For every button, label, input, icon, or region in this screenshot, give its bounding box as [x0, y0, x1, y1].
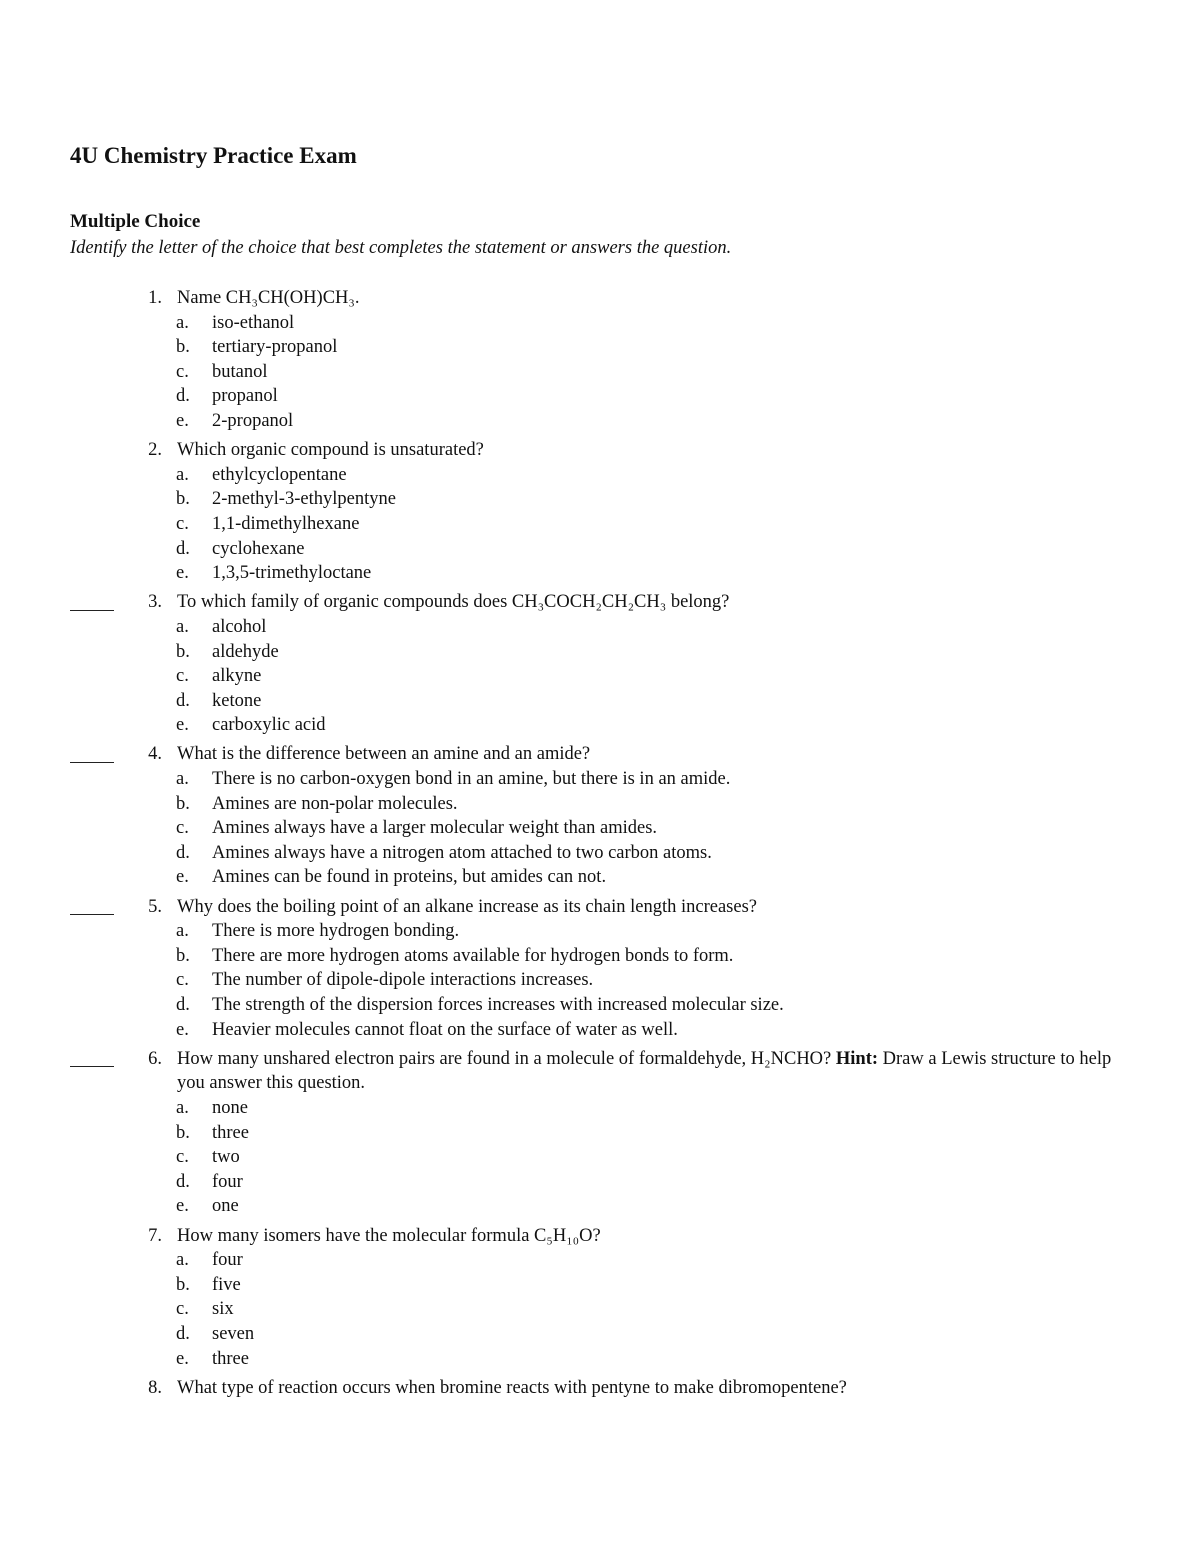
option-letter: a.	[176, 616, 189, 637]
option-text: The number of dipole-dipole interactions increases.	[212, 970, 594, 991]
option-letter: c.	[176, 1299, 189, 1320]
answer-blank[interactable]	[70, 738, 114, 763]
option-letter: d.	[176, 995, 190, 1015]
question-5	[0, 895, 1200, 1043]
option-text: six	[212, 1299, 234, 1320]
hint-label: Hint:	[835, 1048, 879, 1069]
question-stem-line	[0, 1376, 1200, 1401]
option-letter: a.	[176, 1097, 189, 1118]
answer-option	[0, 1347, 1200, 1372]
option-list	[0, 1096, 1200, 1219]
option-text: carboxylic acid	[212, 715, 326, 736]
option-text: There are more hydrogen atoms available for hydrogen bonds to form.	[212, 945, 734, 966]
question-stem: What is the difference between an amine and an amide?	[177, 744, 591, 765]
option-text: four	[212, 1250, 243, 1271]
option-text: five	[212, 1274, 241, 1295]
answer-option	[0, 1297, 1200, 1322]
hint-text: Draw a Lewis structure to help you answer this question.	[177, 1048, 1112, 1094]
question-number: 3.	[148, 592, 162, 613]
question-text	[177, 590, 1127, 615]
answer-option	[0, 311, 1200, 336]
answer-option	[0, 841, 1200, 866]
option-letter: a.	[176, 1250, 189, 1271]
answer-blank[interactable]	[70, 891, 114, 916]
question-number: 4.	[148, 744, 162, 765]
option-letter: b.	[176, 945, 190, 966]
option-text: seven	[212, 1323, 255, 1344]
answer-option	[0, 384, 1200, 409]
question-stem-line	[0, 895, 1200, 920]
answer-blank[interactable]	[70, 1043, 114, 1068]
answer-option	[0, 1096, 1200, 1121]
option-letter: a.	[176, 921, 189, 942]
answer-option	[0, 537, 1200, 562]
answer-option	[0, 335, 1200, 360]
answer-option	[0, 1170, 1200, 1195]
answer-option	[0, 512, 1200, 537]
option-text: four	[212, 1171, 243, 1192]
question-number: 6.	[148, 1048, 162, 1069]
option-text: Amines can be found in proteins, but amides can not.	[212, 867, 607, 888]
question-6	[0, 1047, 1200, 1219]
option-letter: b.	[176, 641, 190, 662]
option-text: 1,1-dimethylhexane	[212, 513, 360, 534]
question-number: 8.	[148, 1377, 162, 1398]
section-heading: Multiple Choice	[70, 211, 201, 232]
option-text: three	[212, 1348, 249, 1369]
option-letter: e.	[176, 410, 189, 431]
question-1	[0, 286, 1200, 434]
option-letter: e.	[176, 867, 189, 888]
answer-option	[0, 664, 1200, 689]
question-stem: Why does the boiling point of an alkane increase as its chain length increases?	[177, 896, 757, 917]
option-letter: d.	[176, 538, 190, 559]
option-text: Amines always have a larger molecular weight than amides.	[212, 818, 658, 839]
option-list	[0, 311, 1200, 434]
question-number: 1.	[148, 288, 162, 308]
option-letter: c.	[176, 1147, 189, 1168]
option-text: ketone	[212, 690, 262, 711]
question-text	[177, 742, 1127, 767]
option-text: three	[212, 1122, 249, 1143]
question-8	[0, 1376, 1200, 1401]
answer-option	[0, 968, 1200, 993]
option-text: alkyne	[212, 666, 262, 687]
answer-option	[0, 993, 1200, 1018]
question-text	[177, 1376, 1127, 1401]
question-4	[0, 742, 1200, 890]
option-letter: e.	[176, 1019, 189, 1040]
question-stem: To which family of organic compounds does CH₃COCH₂CH₂CH₃ belong?	[177, 592, 730, 613]
question-text	[177, 895, 1127, 920]
option-letter: d.	[176, 1171, 190, 1192]
question-list	[0, 286, 1200, 1400]
option-text: The strength of the dispersion forces increases with increased molecular size.	[212, 995, 784, 1015]
option-letter: e.	[176, 1348, 189, 1369]
answer-option	[0, 919, 1200, 944]
option-letter: e.	[176, 1196, 189, 1217]
option-letter: b.	[176, 337, 190, 358]
answer-option	[0, 360, 1200, 385]
option-letter: c.	[176, 970, 189, 991]
option-letter: a.	[176, 312, 189, 333]
option-text: aldehyde	[212, 641, 279, 662]
option-letter: c.	[176, 818, 189, 839]
option-text: one	[212, 1196, 239, 1217]
answer-blank[interactable]	[70, 586, 114, 611]
question-stem-line	[0, 286, 1200, 311]
option-text: butanol	[212, 361, 268, 382]
question-3	[0, 590, 1200, 738]
option-letter: c.	[176, 513, 189, 534]
option-text: Amines always have a nitrogen atom attached to two carbon atoms.	[212, 842, 712, 863]
answer-option	[0, 1018, 1200, 1043]
question-2	[0, 438, 1200, 586]
question-stem: Name CH₃CH(OH)CH₃.	[177, 288, 360, 308]
answer-option	[0, 865, 1200, 890]
option-letter: e.	[176, 563, 189, 584]
answer-option	[0, 1273, 1200, 1298]
option-text: propanol	[212, 386, 278, 407]
option-text: There is more hydrogen bonding.	[212, 921, 460, 942]
question-text	[177, 1224, 1127, 1249]
question-number: 2.	[148, 440, 162, 461]
option-letter: c.	[176, 361, 189, 382]
option-text: two	[212, 1147, 240, 1168]
answer-option	[0, 640, 1200, 665]
option-text: none	[212, 1097, 248, 1118]
option-text: There is no carbon-oxygen bond in an amine, but there is in an amide.	[212, 769, 731, 790]
answer-option	[0, 1322, 1200, 1347]
option-list	[0, 463, 1200, 586]
option-list	[0, 919, 1200, 1042]
answer-option	[0, 767, 1200, 792]
option-text: cyclohexane	[212, 538, 305, 559]
answer-option	[0, 1248, 1200, 1273]
option-letter: c.	[176, 666, 189, 687]
option-letter: d.	[176, 690, 190, 711]
option-text: Heavier molecules cannot float on the surface of water as well.	[212, 1019, 678, 1040]
question-stem-line	[0, 1224, 1200, 1249]
question-stem-line	[0, 742, 1200, 767]
question-stem-line	[0, 438, 1200, 463]
option-text: tertiary-propanol	[212, 337, 338, 358]
answer-option	[0, 689, 1200, 714]
question-stem: How many isomers have the molecular formula C₅H₁₀O?	[177, 1225, 601, 1246]
instructions: Identify the letter of the choice that best completes the statement or answers the question.	[70, 238, 732, 258]
option-text: 2-propanol	[212, 410, 294, 431]
answer-option	[0, 1121, 1200, 1146]
option-letter: a.	[176, 464, 189, 485]
answer-option	[0, 487, 1200, 512]
option-list	[0, 615, 1200, 738]
option-text: iso-ethanol	[212, 312, 295, 333]
question-7	[0, 1224, 1200, 1372]
option-text: alcohol	[212, 616, 267, 637]
answer-option	[0, 944, 1200, 969]
option-letter: d.	[176, 1323, 190, 1344]
question-stem: How many unshared electron pairs are found in a molecule of formaldehyde, H₂NCHO?	[177, 1048, 832, 1069]
question-text	[177, 438, 1127, 463]
answer-option	[0, 561, 1200, 586]
option-text: 2-methyl-3-ethylpentyne	[212, 489, 396, 510]
answer-option	[0, 463, 1200, 488]
answer-option	[0, 1194, 1200, 1219]
option-text: ethylcyclopentane	[212, 464, 347, 485]
question-text	[177, 1047, 1127, 1096]
question-text	[177, 286, 1127, 311]
option-letter: e.	[176, 715, 189, 736]
option-letter: b.	[176, 489, 190, 510]
question-stem-line	[0, 1047, 1200, 1096]
answer-option	[0, 816, 1200, 841]
option-list	[0, 1248, 1200, 1371]
option-text: Amines are non-polar molecules.	[212, 793, 458, 814]
option-letter: a.	[176, 769, 189, 790]
answer-option	[0, 713, 1200, 738]
option-letter: b.	[176, 1122, 190, 1143]
question-number: 5.	[148, 896, 162, 917]
answer-option	[0, 792, 1200, 817]
option-letter: b.	[176, 793, 190, 814]
question-number: 7.	[148, 1225, 162, 1246]
question-stem-line	[0, 590, 1200, 615]
question-stem: Which organic compound is unsaturated?	[177, 440, 484, 461]
option-list	[0, 767, 1200, 890]
question-stem: What type of reaction occurs when bromine reacts with pentyne to make dibromopentene?	[177, 1377, 847, 1398]
answer-option	[0, 409, 1200, 434]
option-letter: b.	[176, 1274, 190, 1295]
page-title: 4U Chemistry Practice Exam	[70, 143, 357, 168]
answer-option	[0, 1145, 1200, 1170]
option-text: 1,3,5-trimethyloctane	[212, 563, 372, 584]
answer-option	[0, 615, 1200, 640]
option-letter: d.	[176, 842, 190, 863]
option-letter: d.	[176, 386, 190, 407]
